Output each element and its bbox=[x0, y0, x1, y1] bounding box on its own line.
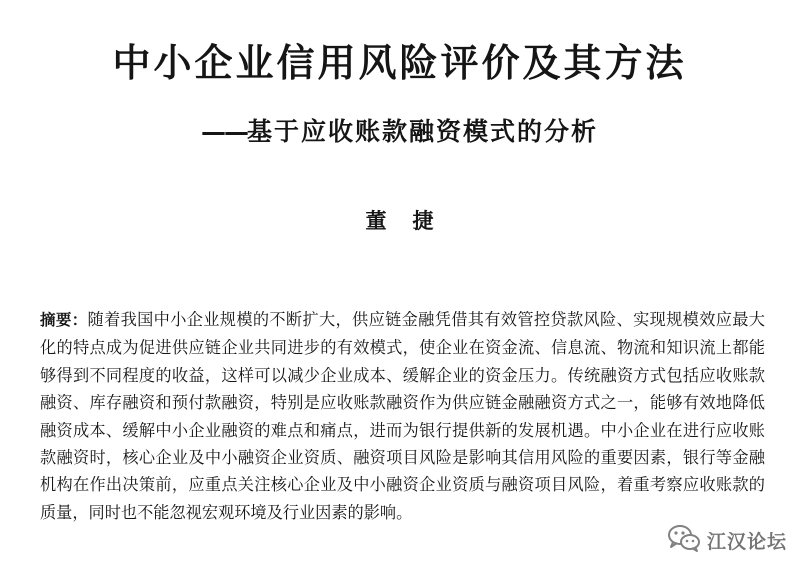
paper-title: 中小企业信用风险评价及其方法 bbox=[112, 40, 687, 85]
watermark-text: 江汉论坛 bbox=[706, 530, 787, 553]
paper-subtitle: 基于应收账款融资模式的分析 bbox=[246, 117, 598, 146]
abstract-label: 摘要： bbox=[40, 311, 88, 329]
paper-author: 董捷 bbox=[365, 208, 460, 233]
abstract-paragraph bbox=[40, 306, 765, 526]
abstract-text: 随着我国中小企业规模的不断扩大，供应链金融凭借其有效管控贷款风险、实现规模效应最大化的特点成为促进供应链企业共同进步的有效模式，使企业在资金流、信息流、物流和知识流上都能够得到不同程度的收益，这样可以减少企业成本、缓解企业的资金压力。传统融资方式包括应收账款融资、库存融资和预付款融资，特别是应收账款融资作为供应链金融融资方式之一，能够有效地降低融资成本、缓解中小企业融资的难点和痛点，进而为银行提供新的发展机遇。中小企业在进行应收账款融资时，核心企业及中小融资企业资质、融资项目风险是影响其信用风险的重要因素，银行等金融机构在作出决策前，应重点关注核心企业及中小融资企业资质与融资项目风险，着重考察应收账款的质量，同时也不能忽视宏观环境及行业因素的影响。 bbox=[40, 310, 765, 522]
subtitle-dash: —— bbox=[200, 117, 247, 146]
paper-subtitle-line bbox=[0, 114, 799, 150]
wechat-icon bbox=[667, 523, 701, 557]
wechat-watermark bbox=[667, 523, 787, 557]
